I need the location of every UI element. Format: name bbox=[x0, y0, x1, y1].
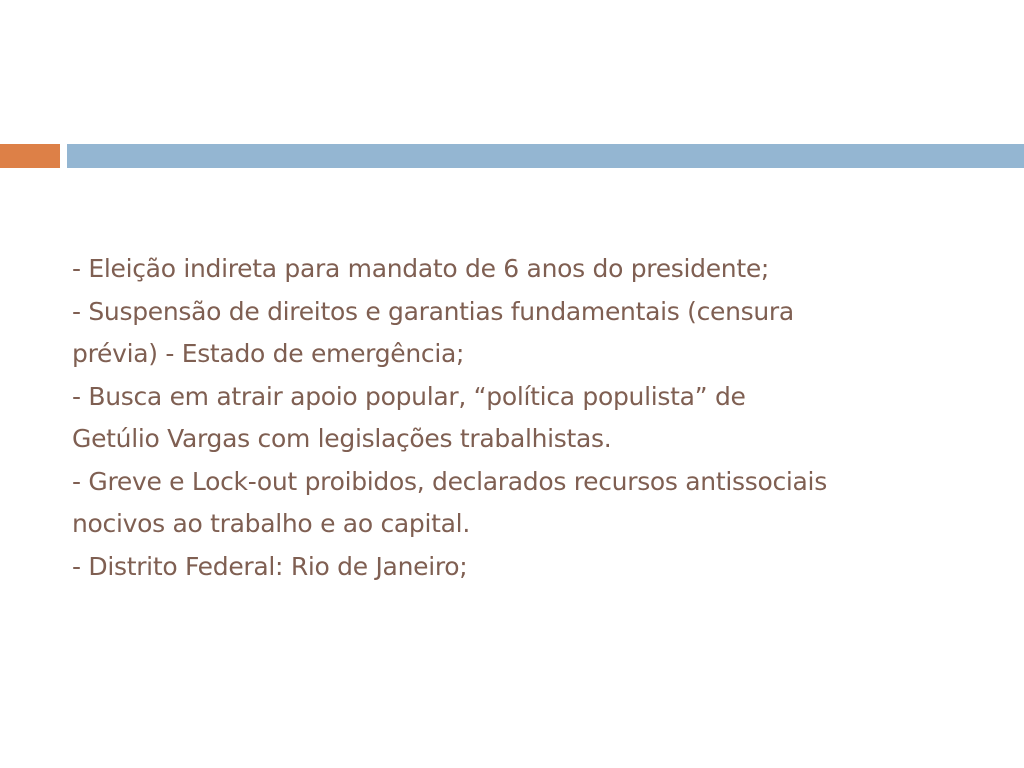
text-line: Getúlio Vargas com legislações trabalhistas. bbox=[72, 424, 612, 453]
text-line: prévia) - Estado de emergência; bbox=[72, 339, 465, 368]
text-line: nocivos ao trabalho e ao capital. bbox=[72, 509, 470, 538]
slide-body-text bbox=[72, 248, 972, 588]
accent-bar-orange bbox=[0, 144, 60, 168]
text-line: - Distrito Federal: Rio de Janeiro; bbox=[72, 551, 468, 581]
accent-bar-blue bbox=[67, 144, 1024, 168]
text-line: - Busca em atrair apoio popular, “política populista” de bbox=[72, 381, 746, 411]
text-line: - Suspensão de direitos e garantias fundamentais (censura bbox=[72, 296, 794, 326]
text-line: - Greve e Lock-out proibidos, declarados recursos antissociais bbox=[72, 466, 827, 496]
text-line: - Eleição indireta para mandato de 6 anos do presidente; bbox=[72, 254, 770, 283]
